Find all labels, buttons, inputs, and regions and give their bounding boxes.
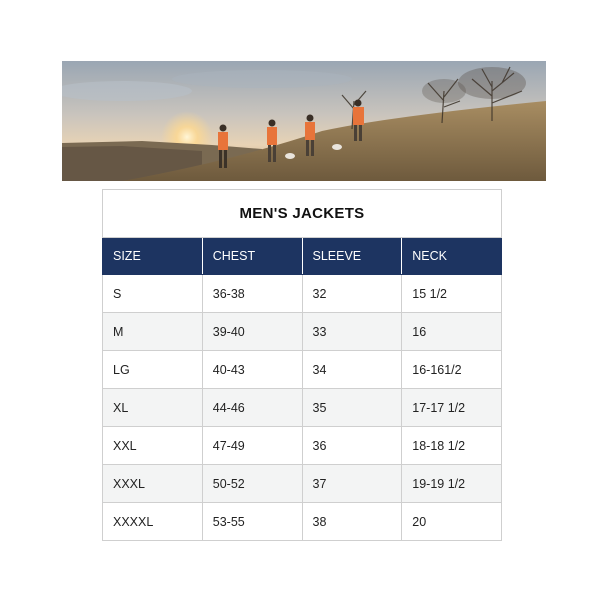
- cell-size: M: [103, 313, 203, 351]
- hunting-banner-image: [62, 61, 546, 181]
- cell-neck: 17-17 1/2: [402, 389, 502, 427]
- cell-size: S: [103, 275, 203, 313]
- cell-chest: 44-46: [202, 389, 302, 427]
- cell-sleeve: 37: [302, 465, 402, 503]
- size-chart-table: [102, 189, 502, 541]
- cell-neck: 19-19 1/2: [402, 465, 502, 503]
- column-header-sleeve: SLEEVE: [302, 238, 402, 275]
- cell-sleeve: 32: [302, 275, 402, 313]
- cell-size: XXXL: [103, 465, 203, 503]
- table-row: [103, 465, 502, 503]
- cell-neck: 20: [402, 503, 502, 541]
- cell-sleeve: 34: [302, 351, 402, 389]
- cell-size: XL: [103, 389, 203, 427]
- cell-chest: 53-55: [202, 503, 302, 541]
- cell-size: XXXXL: [103, 503, 203, 541]
- cell-chest: 36-38: [202, 275, 302, 313]
- cell-size: XXL: [103, 427, 203, 465]
- cell-neck: 15 1/2: [402, 275, 502, 313]
- table-header-row: [103, 238, 502, 275]
- cell-neck: 16: [402, 313, 502, 351]
- cell-sleeve: 33: [302, 313, 402, 351]
- cell-chest: 39-40: [202, 313, 302, 351]
- cell-chest: 50-52: [202, 465, 302, 503]
- cell-sleeve: 38: [302, 503, 402, 541]
- table-row: [103, 503, 502, 541]
- table-title: MEN'S JACKETS: [103, 190, 502, 238]
- table-row: [103, 389, 502, 427]
- cell-chest: 40-43: [202, 351, 302, 389]
- cell-sleeve: 36: [302, 427, 402, 465]
- cell-size: LG: [103, 351, 203, 389]
- column-header-neck: NECK: [402, 238, 502, 275]
- table-row: [103, 275, 502, 313]
- column-header-chest: CHEST: [202, 238, 302, 275]
- column-header-size: SIZE: [103, 238, 203, 275]
- cell-chest: 47-49: [202, 427, 302, 465]
- cell-neck: 18-18 1/2: [402, 427, 502, 465]
- cell-sleeve: 35: [302, 389, 402, 427]
- table-row: [103, 351, 502, 389]
- cell-neck: 16-161/2: [402, 351, 502, 389]
- table-row: [103, 427, 502, 465]
- table-row: [103, 313, 502, 351]
